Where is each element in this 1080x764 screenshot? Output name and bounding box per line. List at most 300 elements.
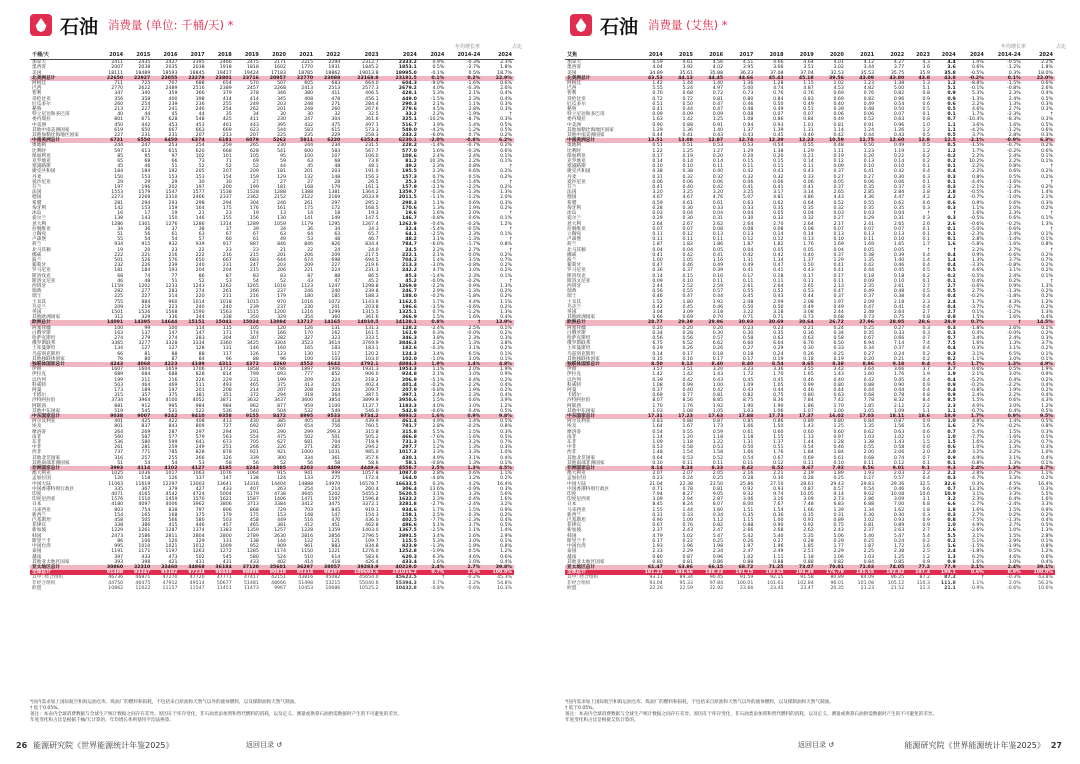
table-cell: 0.14 <box>682 159 693 165</box>
table-cell: 217.5 <box>365 252 379 258</box>
table-cell: 1.60 <box>863 372 875 378</box>
table-cell: 185.65 <box>846 570 876 575</box>
table-cell: 1015 <box>246 299 259 305</box>
table-cell: 545 <box>141 408 151 414</box>
table-cell: 2033.9 <box>362 195 379 201</box>
table-cell: 71.25 <box>755 565 785 570</box>
table-cell: 0.45 <box>773 377 784 383</box>
table-cell: 0.63 <box>742 200 754 206</box>
table-cell: 0.1 <box>947 460 956 466</box>
table-cell: 1.6% <box>432 559 445 565</box>
table-cell: 12.60 <box>876 138 906 143</box>
table-cell: 2.3% <box>1008 91 1021 97</box>
table-cell: 160 <box>277 346 287 352</box>
table-cell: 2427 <box>165 60 178 66</box>
table-cell: 1931 <box>328 65 341 71</box>
table-cell: 381 <box>277 523 287 529</box>
table-cell: 2.07 <box>682 471 693 477</box>
table-cell: -2.3% <box>970 231 984 237</box>
table-cell: 692 <box>249 424 259 430</box>
table-cell: 10525.2 <box>359 585 379 591</box>
table-cell: 10.6% <box>1038 585 1053 591</box>
table-cell: 0.54 <box>652 429 663 435</box>
table-cell: 5.3% <box>432 538 445 544</box>
table-cell: 0.4% <box>468 408 481 414</box>
back-label[interactable]: 返回目录 <box>798 741 826 749</box>
table-cell: 2891.5 <box>398 533 417 539</box>
table-cell: 4006 <box>165 502 178 508</box>
table-cell: 0.30 <box>893 174 905 180</box>
row-label: 拉脱维亚 <box>567 226 586 232</box>
table-cell: 35601 <box>261 565 288 570</box>
table-cell: 3.1 <box>922 497 930 503</box>
table-cell: 1295 <box>328 221 341 227</box>
table-cell: 599 <box>168 440 178 446</box>
table-cell: 1.1% <box>971 580 984 586</box>
table-cell: 0.3% <box>1041 117 1053 123</box>
table-cell: 239 <box>249 304 259 310</box>
column-header: 艾焦 <box>565 52 635 60</box>
table-cell: 4.9% <box>432 455 445 461</box>
table-cell: 44.45 <box>695 76 725 81</box>
table-cell: 2.8 <box>922 190 930 196</box>
table-cell: 1587 <box>246 497 259 503</box>
table-cell: 934 <box>114 242 124 248</box>
table-cell: 1.2% <box>500 221 512 227</box>
table-cell: 2.1% <box>958 565 986 570</box>
table-cell: 397.1 <box>402 393 417 399</box>
table-cell: 541 <box>277 148 287 154</box>
table-cell: 2516 <box>192 86 205 92</box>
table-cell: -0.0% <box>1007 330 1021 336</box>
table-cell: 361 <box>331 455 341 461</box>
table-cell: 497.1 <box>365 122 379 128</box>
table-cell: 8.54 <box>755 362 785 367</box>
table-cell: 1.51 <box>742 507 754 513</box>
table-cell: 418 <box>331 419 341 425</box>
table-cell: 29 <box>144 179 151 185</box>
table-cell: 2.2% <box>468 159 481 165</box>
table-cell: 0.15 <box>682 273 693 279</box>
table-cell: 0.10 <box>893 237 905 243</box>
table-cell: -4.2% <box>430 127 445 133</box>
back-label[interactable]: 返回目录 <box>246 741 274 749</box>
table-cell: 241 <box>168 107 178 113</box>
table-cell: 194.39 <box>786 570 816 575</box>
table-cell: 6.94 <box>863 341 875 347</box>
row-label: 中非 <box>32 445 42 451</box>
table-cell: 465 <box>249 523 259 529</box>
table-cell: -0.2% <box>958 76 986 81</box>
table-cell: 0.14 <box>803 159 814 165</box>
table-cell: 2.2% <box>971 101 984 107</box>
table-cell: 0.1% <box>500 351 512 357</box>
table-cell: 29 <box>171 179 178 185</box>
table-cell: 117 <box>331 351 341 357</box>
table-cell: 2.38 <box>893 549 905 555</box>
table-cell: 545 <box>222 554 232 560</box>
table-cell: 0.20 <box>712 325 724 331</box>
table-cell: 402 <box>277 559 287 565</box>
table-cell: 1.85 <box>803 544 814 550</box>
table-cell: 87 <box>171 356 178 362</box>
table-cell: 211 <box>141 377 151 383</box>
table-cell: 1064 <box>246 471 259 477</box>
table-cell: 0.4 <box>922 252 930 258</box>
table-cell: 0.57 <box>833 486 844 492</box>
table-cell: 449 <box>277 518 287 524</box>
table-cell: 1.3% <box>500 309 512 315</box>
table-cell: 0.75 <box>833 523 844 529</box>
table-cell: 0.6 <box>922 101 930 107</box>
table-cell: 0.3 <box>947 185 956 191</box>
table-cell: 154 <box>222 174 232 180</box>
column-header: 2023 <box>906 52 932 60</box>
table-cell: 401.4 <box>402 382 417 388</box>
table-cell: 95182 <box>152 570 179 575</box>
table-cell: 3769.9 <box>362 341 379 347</box>
table-cell: -10.2% <box>427 117 445 123</box>
table-cell: 0.13 <box>893 231 905 237</box>
table-cell: 338 <box>114 523 124 529</box>
table-cell: 193 <box>168 268 178 274</box>
table-cell: 5.3% <box>971 91 984 97</box>
table-cell: 1.5% <box>432 398 445 404</box>
column-header: 2021 <box>288 52 315 60</box>
table-cell: 704 <box>331 440 341 446</box>
table-cell: 393 <box>114 559 124 565</box>
table-cell: 0.9% <box>986 414 1023 419</box>
table-cell: 3.95 <box>742 65 754 71</box>
table-cell: 0.71 <box>742 315 754 321</box>
row-label: 卢森堡 <box>32 237 47 243</box>
table-cell: 1.3% <box>1041 528 1053 534</box>
table-cell: 430 <box>249 419 259 425</box>
table-cell: 0.5% <box>1008 174 1021 180</box>
table-cell: 650 <box>141 127 151 133</box>
table-cell: 689 <box>114 372 124 378</box>
table-cell: 98449 <box>207 570 234 575</box>
table-cell: 1.3% <box>971 257 984 263</box>
table-cell: 231 <box>141 133 151 139</box>
table-cell: 34 <box>280 226 287 232</box>
table-cell: 3734 <box>111 398 124 404</box>
table-cell: 1.0 <box>922 122 930 128</box>
table-cell: 0.53 <box>712 143 724 149</box>
table-cell: 0.6 <box>922 445 930 451</box>
table-cell: 411 <box>331 91 341 97</box>
table-cell: 230 <box>277 143 287 149</box>
table-cell: -0.3% <box>466 60 481 66</box>
table-cell: 39.56 <box>816 76 846 81</box>
table-cell: 2816 <box>301 533 314 539</box>
table-cell: 1459 <box>165 497 178 503</box>
table-cell: 91.58 <box>800 575 814 581</box>
table-cell: 0.58 <box>833 335 844 341</box>
table-cell: 469 <box>168 382 178 388</box>
table-cell: 4.2 <box>947 195 956 201</box>
table-cell: 0.13 <box>742 231 754 237</box>
table-cell: 0.3 <box>947 476 956 482</box>
table-cell: 0.3 <box>947 351 956 357</box>
table-cell: 0.81 <box>833 122 844 128</box>
table-cell: 4114 <box>125 466 152 471</box>
table-cell: 542.8 <box>402 408 417 414</box>
table-cell: 9.3 <box>932 466 958 471</box>
table-cell: 8.42 <box>725 466 755 471</box>
table-cell: 52 <box>198 278 205 284</box>
table-cell: 0.4% <box>500 455 512 461</box>
table-cell: 327 <box>304 335 314 341</box>
table-cell: 1.9 <box>922 372 930 378</box>
table-cell: 81.2 <box>405 159 417 165</box>
table-cell: 0.2% <box>500 346 512 352</box>
table-cell: 121 <box>331 538 341 544</box>
table-cell: 0.06 <box>682 179 693 185</box>
table-cell: 1.1% <box>1041 471 1053 477</box>
table-cell: 0.2% <box>1041 388 1053 393</box>
table-cell: 17.23 <box>665 414 695 419</box>
table-cell: 1.02 <box>742 554 754 560</box>
table-cell: 0.63 <box>893 117 905 123</box>
table-cell: 0.4% <box>1041 393 1053 399</box>
table-cell: 704.2 <box>402 257 417 263</box>
table-cell: 0.88 <box>682 122 693 128</box>
table-cell: 524 <box>277 554 287 560</box>
table-cell: 281 <box>141 445 151 451</box>
table-cell: 0.44 <box>773 388 784 393</box>
table-cell: 4.66 <box>773 60 784 66</box>
row-label: 马来西亚 <box>567 507 586 513</box>
table-cell: 4102 <box>152 466 179 471</box>
table-cell: 18 <box>334 211 341 217</box>
table-cell: 1.6% <box>468 533 481 539</box>
table-cell: 0.49 <box>803 101 814 107</box>
table-cell: 3.66 <box>893 367 905 373</box>
table-cell: 2.1% <box>432 101 445 107</box>
table-cell: -6.0% <box>430 133 445 139</box>
table-cell: 0.8% <box>1041 544 1053 550</box>
table-cell: 3.2 <box>947 497 956 503</box>
table-cell: 0.53 <box>652 445 663 451</box>
table-cell: 224 <box>331 377 341 383</box>
table-cell: 4.3 <box>922 60 930 66</box>
table-cell: 385 <box>277 419 287 425</box>
table-cell: 1597 <box>328 497 341 503</box>
table-cell: 0.6% <box>1008 398 1021 404</box>
row-label: 阿尔及利亚 <box>567 419 591 425</box>
table-cell: 1.96 <box>682 544 693 550</box>
table-cell: 231.5 <box>365 143 379 149</box>
table-cell: 0.10 <box>863 164 875 170</box>
table-cell: 1.73 <box>712 424 724 430</box>
table-cell: 2.29 <box>833 549 844 555</box>
table-cell: 505.2 <box>365 434 379 440</box>
table-cell: 1.05 <box>773 382 784 388</box>
table-cell: 1.8% <box>500 65 512 71</box>
table-cell: 0.19 <box>833 153 844 159</box>
table-cell: -2.2% <box>466 382 481 388</box>
table-cell: 0.1 <box>947 226 956 232</box>
table-cell: 1276.0 <box>362 549 379 555</box>
row-label: 其他亚太地区国家 <box>567 559 605 565</box>
table-cell: 2.4% <box>432 393 445 399</box>
table-cell: 4.56 <box>712 60 724 66</box>
table-cell: 56 <box>252 460 259 466</box>
table-cell: 1.0 <box>947 434 956 440</box>
table-cell: -1.7% <box>466 242 481 248</box>
table-cell: 5.6% <box>500 492 512 498</box>
table-cell: 10.6 <box>919 492 930 498</box>
table-cell: 0.31 <box>652 512 663 518</box>
table-cell: 22.0% <box>1023 76 1055 81</box>
table-cell: 64 <box>307 231 314 237</box>
table-cell: 2489 <box>165 86 178 92</box>
table-cell: -0.5% <box>970 70 984 76</box>
table-cell: 3412 <box>301 502 314 508</box>
table-cell: 0.3% <box>500 107 512 113</box>
table-cell: 6550 <box>125 138 152 143</box>
table-cell: 0.5% <box>1041 434 1053 440</box>
back-to-contents-link[interactable] <box>246 740 282 750</box>
table-cell: 209 <box>249 169 259 175</box>
table-cell: 23181.5 <box>381 76 419 81</box>
row-label: 独联体国家总计 <box>30 362 98 367</box>
row-label: 拉脱维亚 <box>32 226 51 232</box>
table-cell: 0.7% <box>468 133 481 139</box>
table-cell: 0.9 <box>922 419 930 425</box>
table-cell: 0.6 <box>922 486 930 492</box>
table-cell: 845 <box>331 507 341 513</box>
table-cell: 0.26 <box>742 538 754 544</box>
table-cell: 7.94 <box>652 492 663 498</box>
table-cell: 0.26 <box>712 346 724 352</box>
table-cell: 3.20 <box>652 190 663 196</box>
table-cell: 53 <box>225 278 232 284</box>
row-label: 巴基斯坦 <box>567 518 586 524</box>
table-cell: † <box>509 164 512 170</box>
table-cell: 19417 <box>216 70 232 76</box>
table-cell: 756 <box>331 424 341 430</box>
table-cell: 412 <box>304 523 314 529</box>
table-cell: 146 <box>195 216 205 222</box>
table-cell: 354 <box>304 315 314 321</box>
table-cell: 1.9% <box>1008 388 1021 393</box>
table-cell: 0.37 <box>833 252 844 258</box>
row-label: 加拿大 <box>567 60 582 66</box>
table-cell: 0.4 <box>922 388 930 393</box>
table-cell: 131 <box>331 325 341 331</box>
table-cell: 1.0 <box>947 419 956 425</box>
table-cell: 237 <box>277 304 287 310</box>
table-cell: 1.1 <box>947 408 956 414</box>
table-cell: 0.88 <box>773 559 784 565</box>
table-cell: 0.43 <box>742 133 754 139</box>
table-cell: 406.5 <box>365 91 379 97</box>
table-cell: 3425 <box>246 341 259 347</box>
table-cell: 0.1% <box>419 76 447 81</box>
table-cell: 0.7 <box>947 486 956 492</box>
table-cell: 0.53 <box>742 143 754 149</box>
row-label: 中东国家总计 <box>30 414 98 419</box>
table-cell: -5.8% <box>970 242 984 248</box>
table-cell: 40219.0 <box>381 565 419 570</box>
table-cell: 0.34 <box>712 512 724 518</box>
table-cell: 30.93 <box>725 320 755 325</box>
table-cell: 52 <box>280 460 287 466</box>
row-label: 土库曼斯坦 <box>32 346 56 352</box>
table-cell: 0.07 <box>863 226 875 232</box>
table-cell: 1.6% <box>1008 315 1021 321</box>
table-cell: 1918 <box>219 65 232 71</box>
table-cell: 244 <box>304 143 314 149</box>
table-cell: 3.14 <box>803 190 814 196</box>
table-cell: -3.7% <box>970 304 984 310</box>
table-cell: 214 <box>168 294 178 300</box>
table-cell: 12.87 <box>695 138 725 143</box>
table-cell: 380 <box>304 91 314 97</box>
table-cell: 179 <box>277 294 287 300</box>
table-cell: 0.46 <box>712 304 724 310</box>
table-cell: 232 <box>114 263 124 269</box>
table-cell: 105 <box>249 325 259 331</box>
table-cell: 326 <box>222 455 232 461</box>
table-cell: 2273 <box>111 195 124 201</box>
table-cell: 2.51 <box>803 549 814 555</box>
table-cell: 3964 <box>138 398 151 404</box>
back-to-contents-link[interactable] <box>798 740 834 750</box>
table-cell: 0.64 <box>803 200 814 206</box>
table-cell: 2.70 <box>773 221 784 227</box>
table-cell: 375 <box>168 393 178 399</box>
row-label: 非经合组织 <box>567 580 591 586</box>
table-cell: 2413 <box>301 86 314 92</box>
table-cell: 0.4 <box>922 294 930 300</box>
table-cell: -8.7% <box>466 117 481 123</box>
table-cell: 1.0% <box>446 570 482 575</box>
table-cell: 240 <box>331 289 341 295</box>
table-cell: 201 <box>195 388 205 393</box>
table-cell: 8.56 <box>682 398 693 404</box>
table-cell: 279 <box>141 335 151 341</box>
table-cell: 14165 <box>315 320 342 325</box>
table-cell: 0.08 <box>803 226 814 232</box>
table-cell: 22.26 <box>649 585 663 591</box>
table-cell: 4165 <box>138 492 151 498</box>
publication-title: 能源研究院《世界能源统计年鉴2025》 <box>904 741 1045 750</box>
table-cell: 10862 <box>108 585 124 591</box>
table-cell: 0.48 <box>742 107 754 113</box>
table-cell: 650 <box>195 257 205 263</box>
table-cell: 0.8 <box>947 518 956 524</box>
table-cell: 4189 <box>179 362 206 367</box>
table-cell: 170.6 <box>402 205 417 211</box>
table-cell: 4223 <box>152 362 179 367</box>
table-cell: 1471 <box>301 497 314 503</box>
table-cell: 46475 <box>135 580 151 586</box>
table-cell: 101.08 <box>857 580 875 586</box>
table-cell: 91488 <box>98 570 125 575</box>
table-cell: 0.1% <box>1041 325 1053 331</box>
table-cell: 0.11 <box>863 460 875 466</box>
row-label: 土耳其 <box>567 299 582 305</box>
table-cell: 0.69 <box>682 315 693 321</box>
table-cell: 6353.4 <box>342 138 380 143</box>
table-cell: 2.8% <box>971 237 984 243</box>
table-cell: 3.42 <box>833 367 844 373</box>
table-cell: 0.45 <box>742 294 754 300</box>
table-cell: 0.55 <box>742 289 754 295</box>
